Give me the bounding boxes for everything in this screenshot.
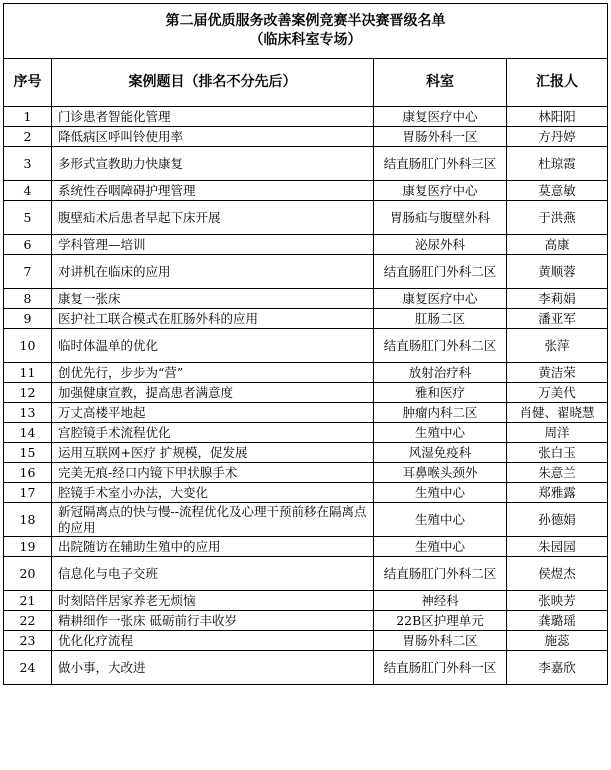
table-row [4, 537, 608, 557]
row-reporter: 肖健、翟晓慧 [507, 403, 608, 423]
row-reporter: 郑雅露 [507, 483, 608, 503]
row-department: 雅和医疗 [374, 383, 507, 403]
row-reporter: 施蕊 [507, 631, 608, 651]
row-number: 16 [4, 463, 52, 483]
row-reporter: 周洋 [507, 423, 608, 443]
row-number: 10 [4, 329, 52, 363]
row-topic: 完美无痕-经口内镜下甲状腺手术 [52, 463, 374, 483]
row-number: 5 [4, 201, 52, 235]
row-reporter: 朱意兰 [507, 463, 608, 483]
row-reporter: 万美代 [507, 383, 608, 403]
header-row [4, 59, 608, 107]
row-department: 神经科 [374, 591, 507, 611]
row-number: 3 [4, 147, 52, 181]
table-row [4, 591, 608, 611]
row-topic: 万丈高楼平地起 [52, 403, 374, 423]
row-department: 耳鼻喉头颈外 [374, 463, 507, 483]
row-reporter: 李嘉欣 [507, 651, 608, 685]
row-department: 康复医疗中心 [374, 289, 507, 309]
table-row [4, 403, 608, 423]
row-reporter: 张萍 [507, 329, 608, 363]
row-department: 胃肠疝与腹壁外科 [374, 201, 507, 235]
row-department: 生殖中心 [374, 537, 507, 557]
row-department: 生殖中心 [374, 423, 507, 443]
row-department: 22B区护理单元 [374, 611, 507, 631]
row-department: 康复医疗中心 [374, 181, 507, 201]
row-reporter: 莫意敏 [507, 181, 608, 201]
title-subtitle: （临床科室专场） [249, 32, 362, 48]
table-row [4, 147, 608, 181]
title-main: 第二届优质服务改善案例竞赛半决赛晋级名单 [165, 13, 446, 29]
row-number: 20 [4, 557, 52, 591]
row-number: 24 [4, 651, 52, 685]
table-row [4, 443, 608, 463]
row-reporter: 于洪燕 [507, 201, 608, 235]
table-title [4, 4, 608, 59]
table-row [4, 631, 608, 651]
row-reporter: 高康 [507, 235, 608, 255]
row-topic: 门诊患者智能化管理 [52, 107, 374, 127]
row-reporter: 李莉娟 [507, 289, 608, 309]
row-number: 7 [4, 255, 52, 289]
row-department: 结直肠肛门外科一区 [374, 651, 507, 685]
row-number: 2 [4, 127, 52, 147]
row-department: 生殖中心 [374, 503, 507, 537]
header-topic: 案例题目（排名不分先后） [52, 59, 374, 107]
row-topic: 宫腔镜手术流程优化 [52, 423, 374, 443]
row-topic: 学科管理—培训 [52, 235, 374, 255]
row-topic: 信息化与电子交班 [52, 557, 374, 591]
row-number: 4 [4, 181, 52, 201]
row-department: 生殖中心 [374, 483, 507, 503]
row-reporter: 龚璐瑶 [507, 611, 608, 631]
row-number: 8 [4, 289, 52, 309]
row-reporter: 张映芳 [507, 591, 608, 611]
row-number: 14 [4, 423, 52, 443]
row-department: 肿瘤内科二区 [374, 403, 507, 423]
row-topic: 新冠隔离点的快与慢--流程优化及心理干预前移在隔离点的应用 [52, 503, 374, 537]
table-row [4, 363, 608, 383]
row-topic: 康复一张床 [52, 289, 374, 309]
row-department: 康复医疗中心 [374, 107, 507, 127]
row-department: 泌尿外科 [374, 235, 507, 255]
row-department: 放射治疗科 [374, 363, 507, 383]
row-topic: 时刻陪伴居家养老无烦恼 [52, 591, 374, 611]
row-reporter: 潘亚军 [507, 309, 608, 329]
table-row [4, 255, 608, 289]
finalist-table [3, 3, 608, 685]
row-reporter: 杜琼霞 [507, 147, 608, 181]
table-row [4, 483, 608, 503]
row-topic: 精耕细作一张床 砥砺前行丰收岁 [52, 611, 374, 631]
table-row [4, 383, 608, 403]
table-body [4, 107, 608, 685]
row-number: 6 [4, 235, 52, 255]
table-row [4, 235, 608, 255]
row-reporter: 林阳阳 [507, 107, 608, 127]
row-topic: 腹壁疝术后患者早起下床开展 [52, 201, 374, 235]
row-number: 23 [4, 631, 52, 651]
table-row [4, 107, 608, 127]
row-topic: 加强健康宣教，提高患者满意度 [52, 383, 374, 403]
row-number: 21 [4, 591, 52, 611]
row-number: 18 [4, 503, 52, 537]
table-row [4, 309, 608, 329]
table-row [4, 127, 608, 147]
table-row [4, 503, 608, 537]
table-row [4, 289, 608, 309]
row-department: 结直肠肛门外科三区 [374, 147, 507, 181]
row-reporter: 方丹婷 [507, 127, 608, 147]
candidate-list-sheet [3, 3, 607, 685]
row-topic: 做小事，大改进 [52, 651, 374, 685]
table-row [4, 329, 608, 363]
row-number: 12 [4, 383, 52, 403]
row-number: 13 [4, 403, 52, 423]
row-reporter: 张白玉 [507, 443, 608, 463]
title-row [4, 4, 608, 59]
row-number: 15 [4, 443, 52, 463]
row-department: 肛肠二区 [374, 309, 507, 329]
row-number: 9 [4, 309, 52, 329]
table-row [4, 201, 608, 235]
header-dept: 科室 [374, 59, 507, 107]
row-number: 1 [4, 107, 52, 127]
row-number: 22 [4, 611, 52, 631]
table-row [4, 181, 608, 201]
header-reporter: 汇报人 [507, 59, 608, 107]
row-topic: 优化化疗流程 [52, 631, 374, 651]
row-department: 胃肠外科一区 [374, 127, 507, 147]
table-row [4, 463, 608, 483]
table-row [4, 651, 608, 685]
row-topic: 医护社工联合模式在肛肠外科的应用 [52, 309, 374, 329]
table-row [4, 423, 608, 443]
row-reporter: 孙德娟 [507, 503, 608, 537]
row-topic: 出院随访在辅助生殖中的应用 [52, 537, 374, 557]
row-reporter: 黄顺蓉 [507, 255, 608, 289]
row-reporter: 侯煜杰 [507, 557, 608, 591]
row-number: 17 [4, 483, 52, 503]
row-department: 风湿免疫科 [374, 443, 507, 463]
row-topic: 腔镜手术室小办法，大变化 [52, 483, 374, 503]
table-row [4, 611, 608, 631]
header-no: 序号 [4, 59, 52, 107]
row-topic: 创优先行，步步为“营” [52, 363, 374, 383]
row-number: 19 [4, 537, 52, 557]
row-department: 结直肠肛门外科二区 [374, 329, 507, 363]
row-reporter: 黄洁荣 [507, 363, 608, 383]
row-topic: 系统性吞咽障碍护理管理 [52, 181, 374, 201]
row-reporter: 朱园园 [507, 537, 608, 557]
row-topic: 降低病区呼叫铃使用率 [52, 127, 374, 147]
row-topic: 对讲机在临床的应用 [52, 255, 374, 289]
row-topic: 临时体温单的优化 [52, 329, 374, 363]
row-department: 结直肠肛门外科二区 [374, 557, 507, 591]
row-topic: 运用互联网+医疗 扩规模，促发展 [52, 443, 374, 463]
row-topic: 多形式宣教助力快康复 [52, 147, 374, 181]
row-number: 11 [4, 363, 52, 383]
row-department: 胃肠外科二区 [374, 631, 507, 651]
row-department: 结直肠肛门外科二区 [374, 255, 507, 289]
table-row [4, 557, 608, 591]
